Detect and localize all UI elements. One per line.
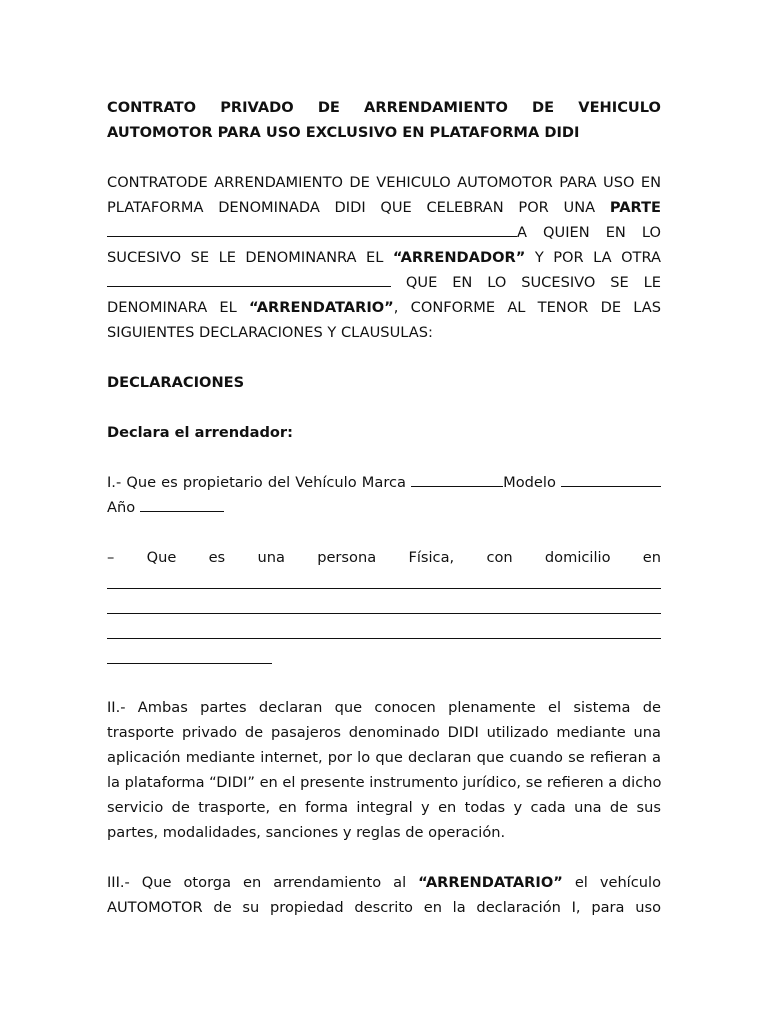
declaration-3 <box>107 870 661 920</box>
arrendatario-bold: “ARRENDATARIO” <box>249 299 394 316</box>
arrendador-bold: “ARRENDADOR” <box>392 249 526 266</box>
declaration-domicilio <box>107 545 661 670</box>
arrendatario-name-blank[interactable] <box>107 272 391 287</box>
intro-line-3: A QUIEN EN LO <box>107 220 661 245</box>
declara-arrendador-heading: Declara el arrendador: <box>107 424 293 441</box>
modelo-blank[interactable] <box>561 472 661 487</box>
document-body <box>107 95 661 920</box>
declaration-3-line-1: III.- Que otorga en arrendamiento al “ARRENDATARIO” el vehículo <box>107 874 661 891</box>
domicilio-blank-4[interactable] <box>107 645 272 670</box>
arrendador-name-blank[interactable] <box>107 222 517 237</box>
intro-line-5: QUE EN LO SUCESIVO SE LE <box>107 270 661 295</box>
domicilio-blank-3[interactable] <box>107 620 661 645</box>
declaration-1-line-1: I.- Que es propietario del Vehículo Marca Modelo <box>107 470 661 495</box>
domicilio-line: – Que es una persona Física, con domicilio en <box>107 549 662 566</box>
declaration-2-line-6: partes, modalidades, sanciones y reglas de operación. <box>107 824 506 841</box>
intro-paragraph <box>107 170 661 345</box>
anio-blank[interactable] <box>140 497 224 512</box>
declaration-3-line-2: AUTOMOTOR de su propiedad descrito en la declaración I, para uso <box>107 899 661 916</box>
declaration-1-line-2: Año <box>107 495 661 520</box>
contract-title <box>107 95 661 145</box>
declaration-2-line-1: II.- Ambas partes declaran que conocen plenamente el sistema de <box>107 699 661 716</box>
title-line-2: AUTOMOTOR PARA USO EXCLUSIVO EN PLATAFORMA DIDI <box>107 124 580 141</box>
intro-line-4: SUCESIVO SE LE DENOMINANRA EL “ARRENDADOR” Y POR LA OTRA <box>107 249 662 266</box>
title-line-1: CONTRATO PRIVADO DE ARRENDAMIENTO DE VEHICULO <box>107 99 661 116</box>
declaraciones-heading: DECLARACIONES <box>107 374 245 391</box>
declaration-2-line-4: la plataforma “DIDI” en el presente instrumento jurídico, se refieren a dicho <box>107 774 662 791</box>
declaration-2-line-5: servicio de trasporte, en forma integral y en todas y cada una de sus <box>107 799 661 816</box>
marca-blank[interactable] <box>411 472 503 487</box>
declaration-2-line-2: trasporte privado de pasajeros denominado DIDI utilizado mediante una <box>107 724 661 741</box>
declaration-1 <box>107 470 661 520</box>
domicilio-blank-1[interactable] <box>107 570 661 595</box>
parte-bold: PARTE <box>609 199 662 216</box>
intro-line-6: DENOMINARA EL “ARRENDATARIO”, CONFORME AL TENOR DE LAS <box>107 299 662 316</box>
arrendatario-bold-2: “ARRENDATARIO” <box>418 874 563 891</box>
intro-line-1: CONTRATODE ARRENDAMIENTO DE VEHICULO AUTOMOTOR PARA USO EN <box>107 174 661 191</box>
domicilio-blank-2[interactable] <box>107 595 661 620</box>
declaration-2 <box>107 695 661 845</box>
declaration-2-line-3: aplicación mediante internet, por lo que declaran que cuando se refieran a <box>107 749 661 766</box>
intro-line-7: SIGUIENTES DECLARACIONES Y CLAUSULAS: <box>107 324 433 341</box>
intro-line-2: PLATAFORMA DENOMINADA DIDI QUE CELEBRAN POR UNA PARTE <box>107 199 662 216</box>
